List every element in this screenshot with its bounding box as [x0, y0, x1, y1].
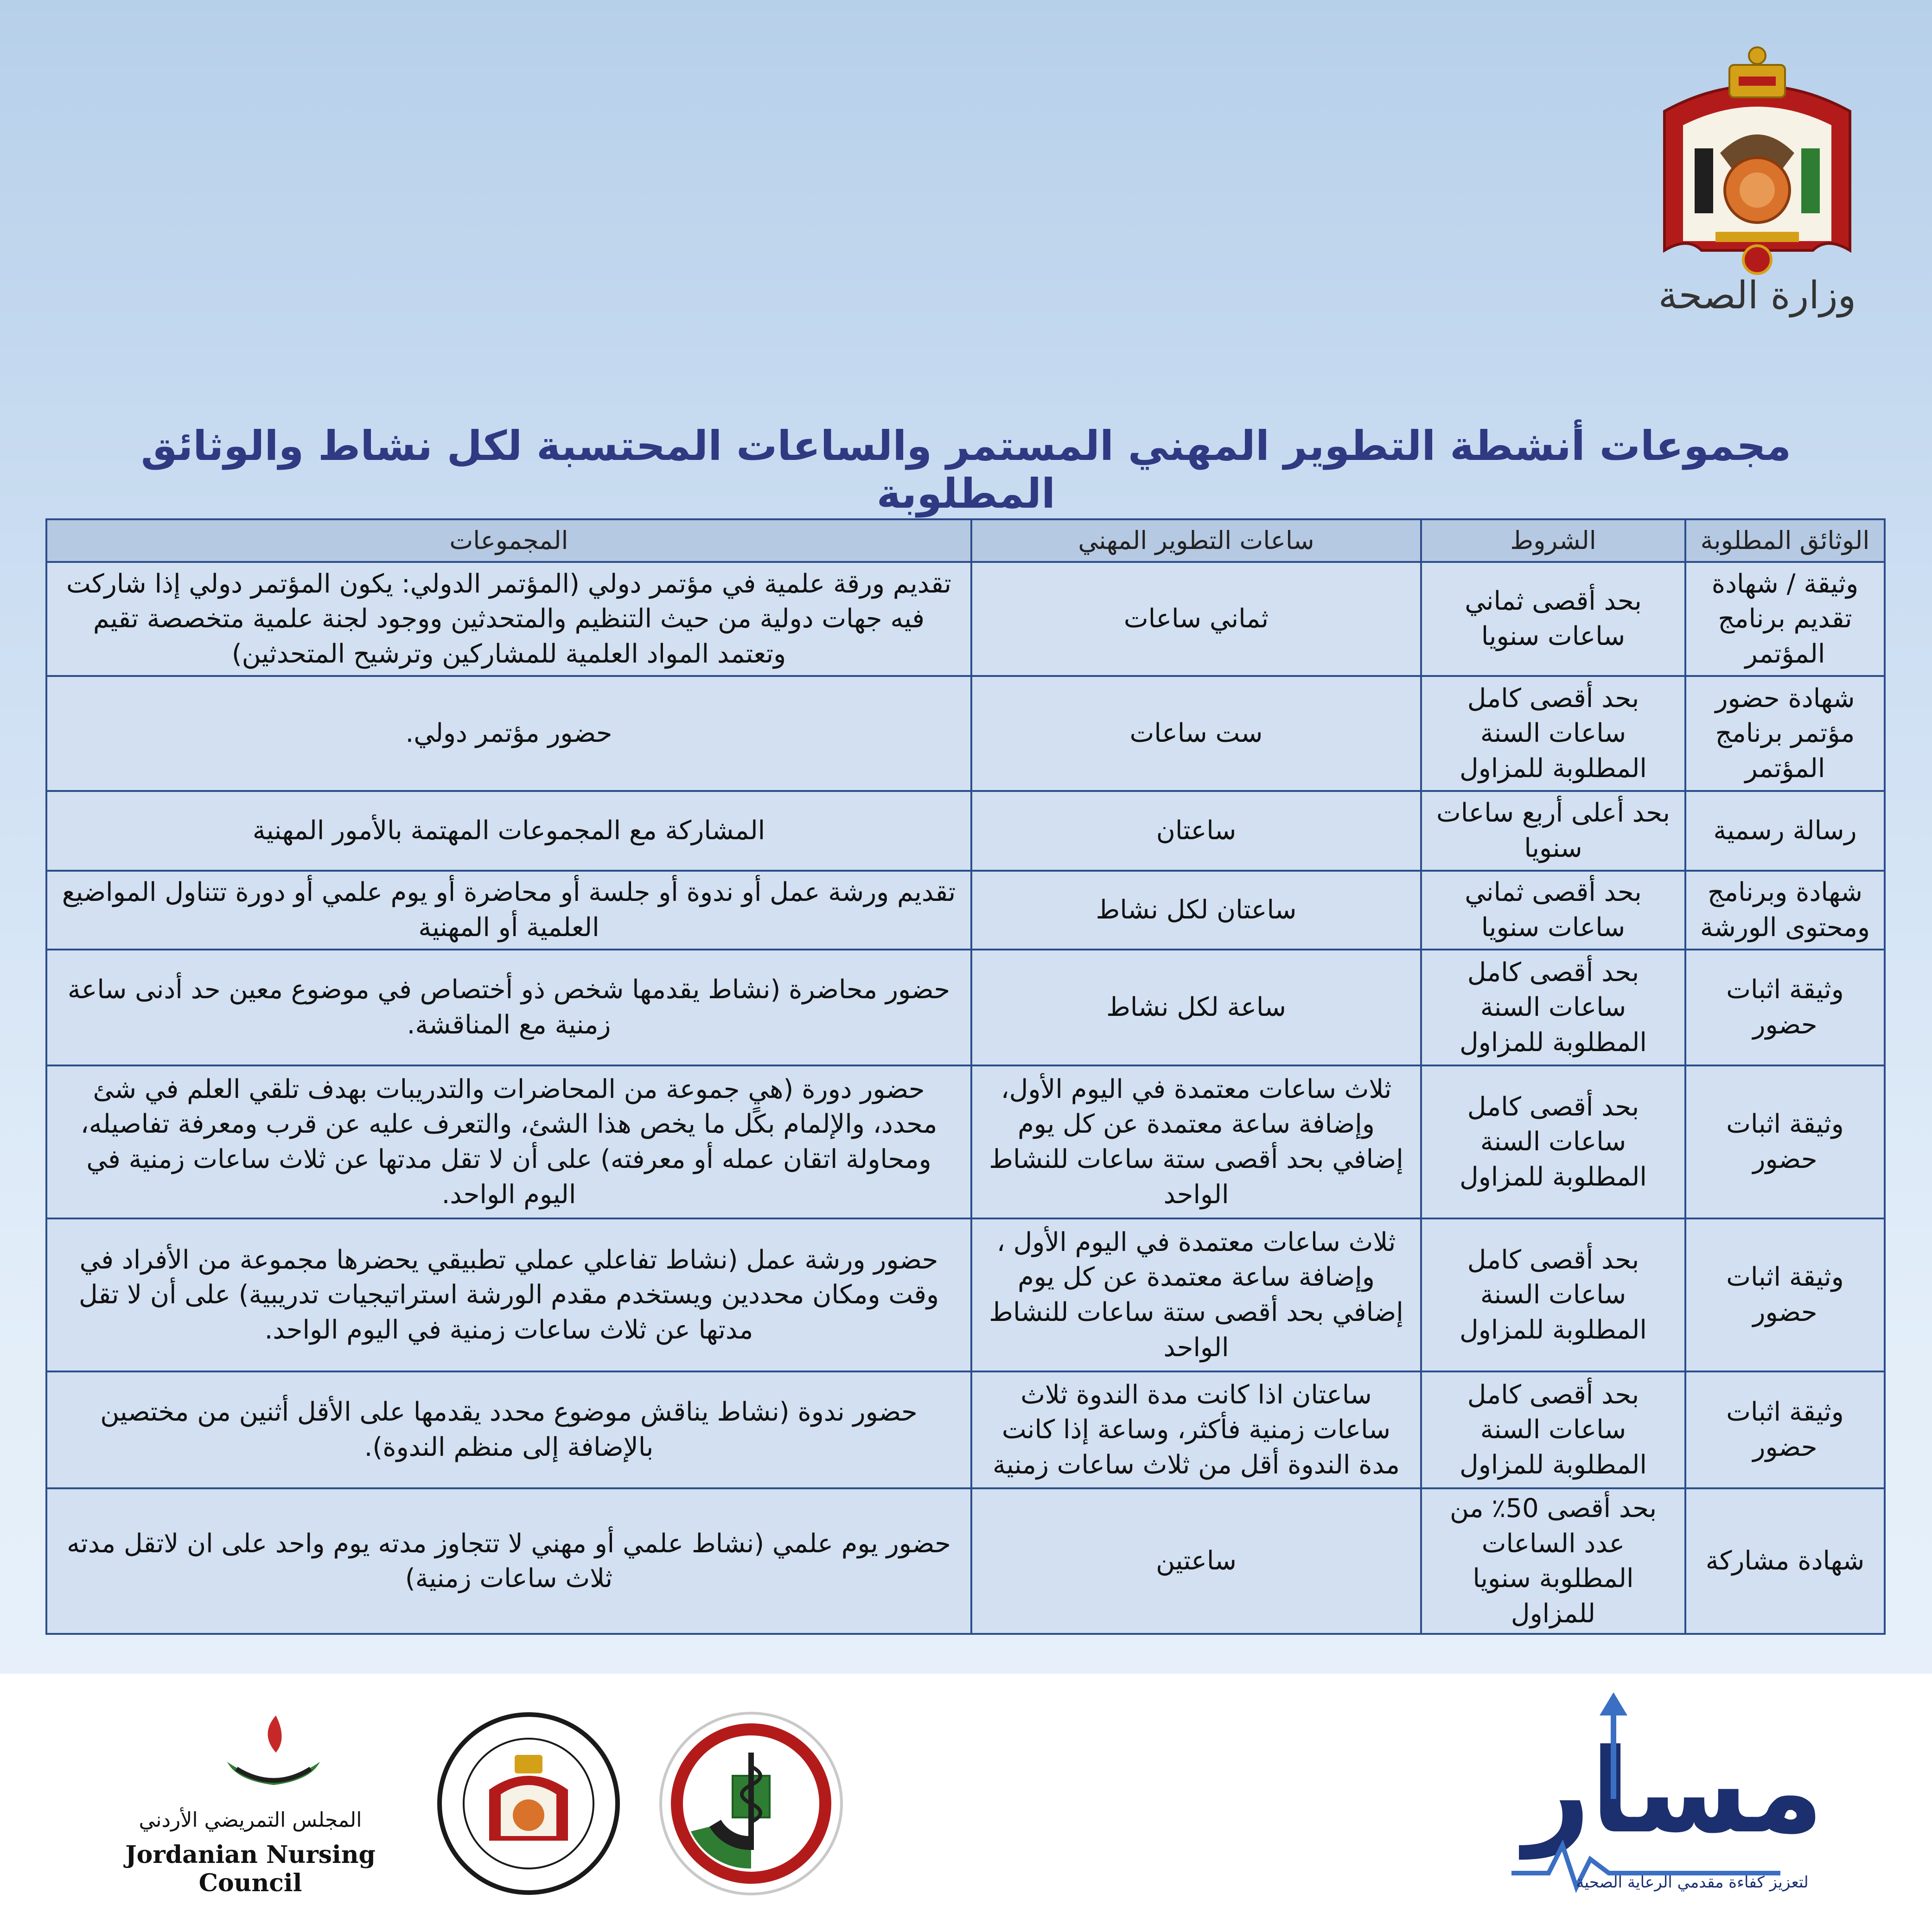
table-row	[46, 1488, 1885, 1634]
cpd-activities-table	[45, 518, 1886, 1635]
table-row	[46, 1218, 1885, 1371]
cell-conditions: بحد أقصى ثماني ساعات سنويا	[1421, 871, 1685, 950]
masar-tagline: لتعزيز كفاءة مقدمي الرعاية الصحية	[1576, 1873, 1809, 1892]
cell-group: المشاركة مع المجموعات المهتمة بالأمور المهنية	[46, 791, 971, 871]
cell-group: تقديم ورقة علمية في مؤتمر دولي (المؤتمر الدولي: يكون المؤتمر دولي إذا شاركت فيه جهات دولية من حيث التنظيم والمتحدثين ووجود لجنة علمية متخصصة تقيم وتعتمد المواد العلمية للمشاركين وترشيح المتحدثين)	[46, 562, 971, 676]
cell-hours: ثلاث ساعات معتمدة في اليوم الأول، وإضافة ساعة معتمدة عن كل يوم إضافي بحد أقصى ستة ساعات للنشاط الواحد	[971, 1065, 1421, 1218]
cell-conditions: بحد أقصى ثماني ساعات سنويا	[1421, 562, 1685, 676]
cell-documents: وثيقة اثبات حضور	[1685, 1218, 1885, 1371]
cell-documents: وثيقة اثبات حضور	[1685, 950, 1885, 1065]
table-row	[46, 1065, 1885, 1218]
cell-group: حضور ندوة (نشاط يناقش موضوع محدد يقدمها على الأقل أثنين من مختصين بالإضافة إلى منظم الندوة).	[46, 1371, 971, 1488]
table-row	[46, 562, 1885, 676]
cell-conditions: بحد أقصى كامل ساعات السنة المطلوبة للمزاول	[1421, 950, 1685, 1065]
column-header-conditions: الشروط	[1421, 519, 1685, 562]
cell-documents: شهادة حضور مؤتمر برنامج المؤتمر	[1685, 676, 1885, 791]
table-row	[46, 871, 1885, 950]
column-header-required-documents: الوثائق المطلوبة	[1685, 519, 1885, 562]
table-row	[46, 676, 1885, 791]
cell-group: تقديم ورشة عمل أو ندوة أو جلسة أو محاضرة أو يوم علمي أو دورة تتناول المواضيع العلمية أو المهنية	[46, 871, 971, 950]
cell-hours: ساعتين	[971, 1488, 1421, 1634]
cell-hours: ساعة لكل نشاط	[971, 950, 1421, 1065]
column-header-cpd-hours: ساعات التطوير المهني	[971, 519, 1421, 562]
nursing-council-name-arabic: المجلس التمريضي الأردني	[139, 1808, 362, 1832]
coat-of-arms-emblem	[1651, 32, 1864, 292]
cell-hours: ثماني ساعات	[971, 562, 1421, 676]
ministry-name: وزارة الصحة	[1658, 274, 1856, 318]
cell-documents: وثيقة / شهادة تقديم برنامج المؤتمر	[1685, 562, 1885, 676]
column-header-groups: المجموعات	[46, 519, 971, 562]
masar-logo	[1502, 1692, 1845, 1896]
cell-group: حضور مؤتمر دولي.	[46, 676, 971, 791]
page-title: مجموعات أنشطة التطوير المهني المستمر والساعات المحتسبة لكل نشاط والوثائق المطلوبة	[140, 422, 1792, 517]
cell-hours: ساعتان اذا كانت مدة الندوة ثلاث ساعات زمنية فأكثر، وساعة إذا كانت مدة الندوة أقل من ثلاث ساعات زمنية	[971, 1371, 1421, 1488]
cell-documents: رسالة رسمية	[1685, 791, 1885, 871]
cell-conditions: بحد أقصى كامل ساعات السنة المطلوبة للمزاول	[1421, 1218, 1685, 1371]
table-header-row	[46, 519, 1885, 562]
cell-group: حضور ورشة عمل (نشاط تفاعلي عملي تطبيقي يحضرها مجموعة من الأفراد في وقت ومكان محددين ويستخدم مقدم الورشة استراتيجيات تدريبية) على أن لا تقل مدتها عن ثلاث ساعات زمنية في اليوم الواحد.	[46, 1218, 971, 1371]
cell-documents: وثيقة اثبات حضور	[1685, 1371, 1885, 1488]
cell-conditions: بحد أقصى كامل ساعات السنة المطلوبة للمزاول	[1421, 676, 1685, 791]
cell-documents: وثيقة اثبات حضور	[1685, 1065, 1885, 1218]
table-row	[46, 791, 1885, 871]
cell-documents: شهادة مشاركة	[1685, 1488, 1885, 1634]
cell-hours: ثلاث ساعات معتمدة في اليوم الأول ، وإضافة ساعة معتمدة عن كل يوم إضافي بحد أقصى ستة ساعات للنشاط الواحد	[971, 1218, 1421, 1371]
cell-group: حضور دورة (هي جموعة من المحاضرات والتدريبات بهدف تلقي العلم في شئ محدد، والإلمام بكًل ما يخص هذا الشئ، والتعرف عليه عن قرب ومعرفة تفاصيله، ومحاولة اتقان عمله أو معرفته) على أن لا تقل مدتها عن ثلاث ساعات زمنية في اليوم الواحد.	[46, 1065, 971, 1218]
jordan-medical-council-seal	[658, 1711, 844, 1896]
cell-hours: ساعتان لكل نشاط	[971, 871, 1421, 950]
cell-group: حضور محاضرة (نشاط يقدمها شخص ذو أختصاص في موضوع معين حد أدنى ساعة زمنية مع المناقشة.	[46, 950, 971, 1065]
cell-conditions: بحد أعلى أربع ساعات سنويا	[1421, 791, 1685, 871]
masar-wordmark: مسار	[1524, 1724, 1824, 1859]
nursing-council-lamp-logo	[218, 1711, 329, 1804]
cell-conditions: بحد أقصى 50٪ من عدد الساعات المطلوبة سنويا للمزاول	[1421, 1488, 1685, 1634]
cell-conditions: بحد أقصى كامل ساعات السنة المطلوبة للمزاول	[1421, 1065, 1685, 1218]
high-health-council-seal	[436, 1711, 621, 1896]
nursing-council-name-english: Jordanian Nursing Council	[125, 1841, 376, 1897]
cell-hours: ست ساعات	[971, 676, 1421, 791]
table-row	[46, 1371, 1885, 1488]
cell-documents: شهادة وبرنامج ومحتوى الورشة	[1685, 871, 1885, 950]
cell-conditions: بحد أقصى كامل ساعات السنة المطلوبة للمزاول	[1421, 1371, 1685, 1488]
table-row	[46, 950, 1885, 1065]
cell-hours: ساعتان	[971, 791, 1421, 871]
cell-group: حضور يوم علمي (نشاط علمي أو مهني لا تتجاوز مدته يوم واحد على ان لاتقل مدته ثلاث ساعات زمنية)	[46, 1488, 971, 1634]
